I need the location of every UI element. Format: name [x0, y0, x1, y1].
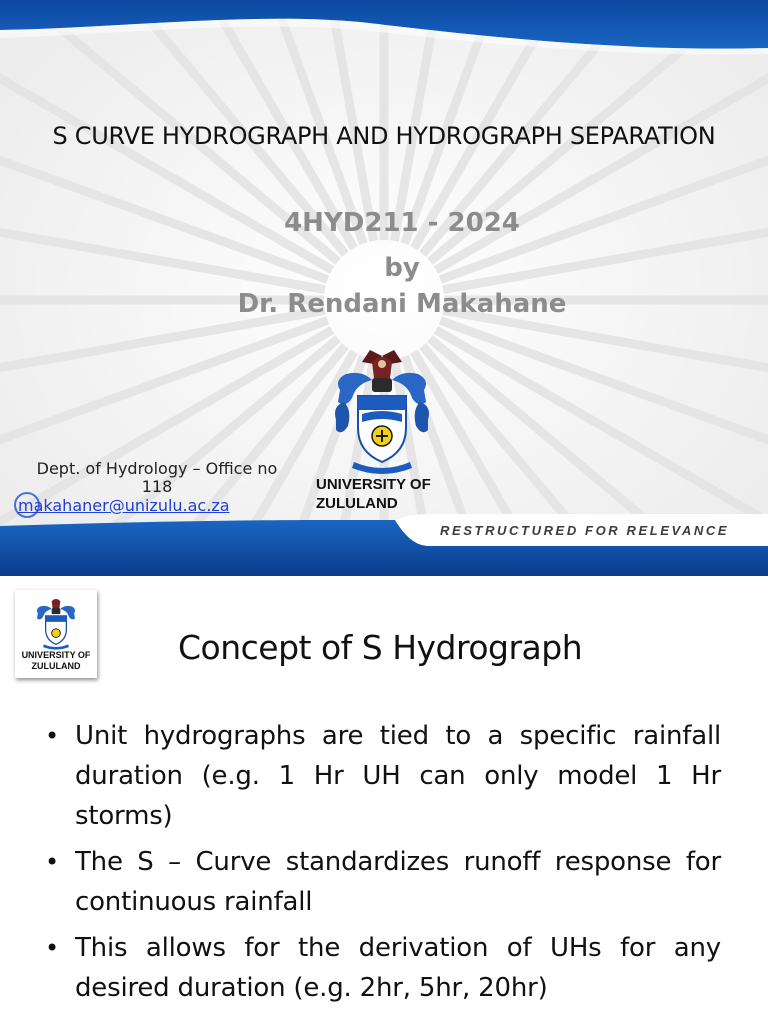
- by-label: by: [384, 253, 420, 283]
- content-slide: [0, 582, 768, 1024]
- university-name: UNIVERSITY OF ZULULAND: [316, 476, 431, 512]
- list-item: • The S – Curve standardizes runoff response for continuous rainfall: [45, 842, 721, 922]
- email-link[interactable]: makahaner@unizulu.ac.za: [18, 496, 230, 515]
- list-item: • Unit hydrographs are tied to a specific rainfall duration (e.g. 1 Hr UH can only model 1 Hr storms): [45, 716, 721, 836]
- logo-university-name: UNIVERSITY OF ZULULAND: [21, 650, 91, 671]
- bullet-list: [45, 716, 721, 1014]
- university-crest-icon: [332, 350, 432, 475]
- university-crest-icon: [33, 596, 79, 650]
- course-code: 4HYD211 - 2024: [284, 208, 520, 238]
- university-logo: [15, 590, 97, 678]
- list-item: • This allows for the derivation of UHs for any desired duration (e.g. 2hr, 5hr, 20hr): [45, 928, 721, 1008]
- bullet-icon: •: [45, 722, 59, 750]
- department-office: Dept. of Hydrology – Office no 118: [36, 459, 278, 496]
- university-tagline: RESTRUCTURED FOR RELEVANCE: [440, 523, 730, 538]
- bullet-icon: •: [45, 934, 59, 962]
- author-name: Dr. Rendani Makahane: [237, 289, 567, 319]
- slide-title: Concept of S Hydrograph: [178, 628, 583, 667]
- bullet-icon: •: [45, 848, 59, 876]
- presentation-title: S CURVE HYDROGRAPH AND HYDROGRAPH SEPARATION: [52, 122, 716, 150]
